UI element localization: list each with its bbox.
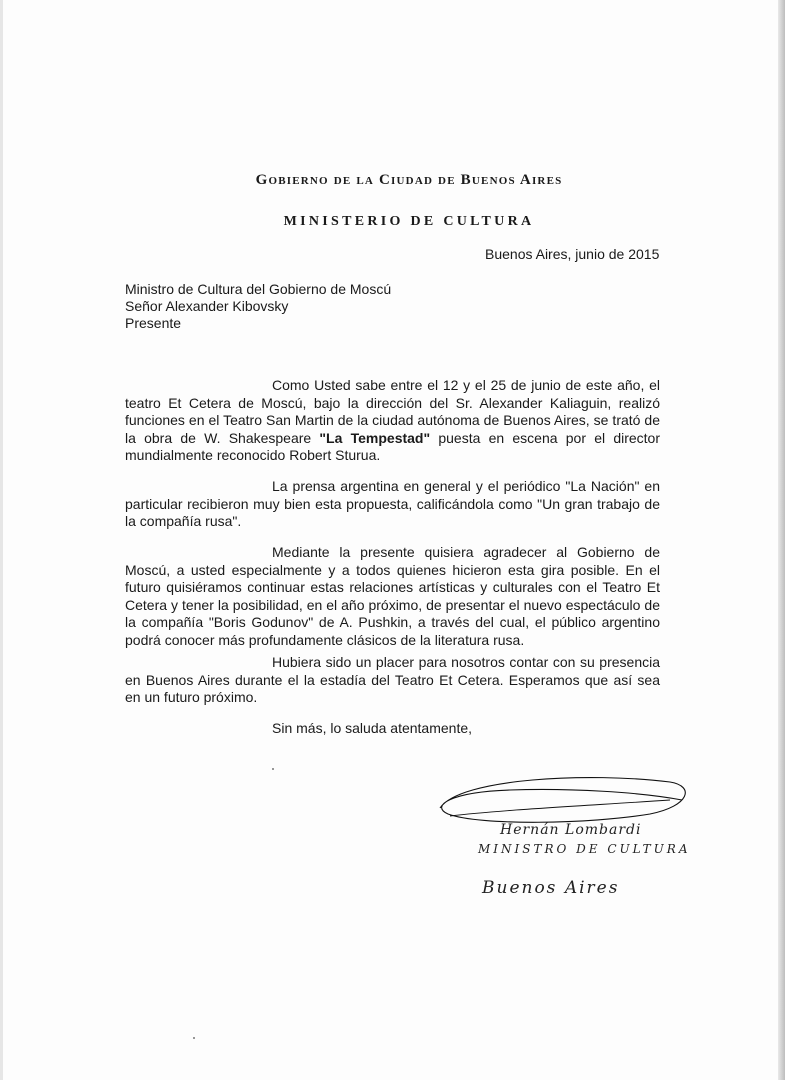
signature-name: Hernán Lombardi [500,822,642,838]
recipient-line-3: Presente [125,315,182,331]
page-edge-right [778,0,785,1080]
paragraph-3: Mediante la presente quisiera agradecer al Gobierno de Moscú, a usted especialmente y a todos quienes hicieron esta gira posible. En el futuro quisiéramos continuar estas relaciones artísticas y culturales con el Teatro Et Cetera y tener la posibilidad, en el año próximo, de presentar el nuevo espectáculo de la compañía "Boris Godunov" de A. Pushkin, a través del cual, el público argentino podrá conocer más profundamente clásicos de la literatura rusa. [125,544,660,648]
signature-block [420,770,720,910]
page-edge-left [0,0,3,1080]
letterhead-ministry: MINISTERIO DE CULTURA [283,214,535,229]
letterhead-government: Gobierno de la Ciudad de Buenos Aires [255,172,563,188]
paragraph-2: La prensa argentina en general y el periódico "La Nación" en particular recibieron muy bien esta propuesta, calificándola como "Un gran trabajo de la compañía rusa". [125,478,660,529]
paragraph-1-end: puesta en escena por el director mundialmente reconocido Robert Sturua. [125,429,660,463]
recipient-line-1: Ministro de Cultura del Gobierno de Moscú [125,281,392,297]
recipient-line-2: Señor Alexander Kibovsky [125,298,289,314]
paragraph-1-start: Como Usted sabe entre el 12 y el 25 de junio de este año, el teatro Et Cetera de Moscú, bajo la dirección del Sr. Alexander Kaliaguin, realizó funciones en el Teatro San Martin de la ciudad autónoma de Buenos Aires, se trató de la obra de W. Shakespeare [125,377,660,446]
recipient-block [125,281,391,332]
signature-city: Buenos Aires [482,878,620,898]
letter-date: Buenos Aires, junio de 2015 [485,246,660,262]
paragraph-1 [125,377,660,465]
stray-mark [193,1037,195,1039]
signature-scribble [420,770,720,830]
stray-mark [272,768,274,770]
play-title: "La Tempestad" [319,429,431,446]
signature-title: MINISTRO DE CULTURA [478,842,691,856]
closing-line: Sin más, lo saluda atentamente, [272,720,473,736]
paragraph-4: Hubiera sido un placer para nosotros contar con su presencia en Buenos Aires durante el la estadía del Teatro Et Cetera. Esperamos que así sea en un futuro próximo. [125,654,660,705]
